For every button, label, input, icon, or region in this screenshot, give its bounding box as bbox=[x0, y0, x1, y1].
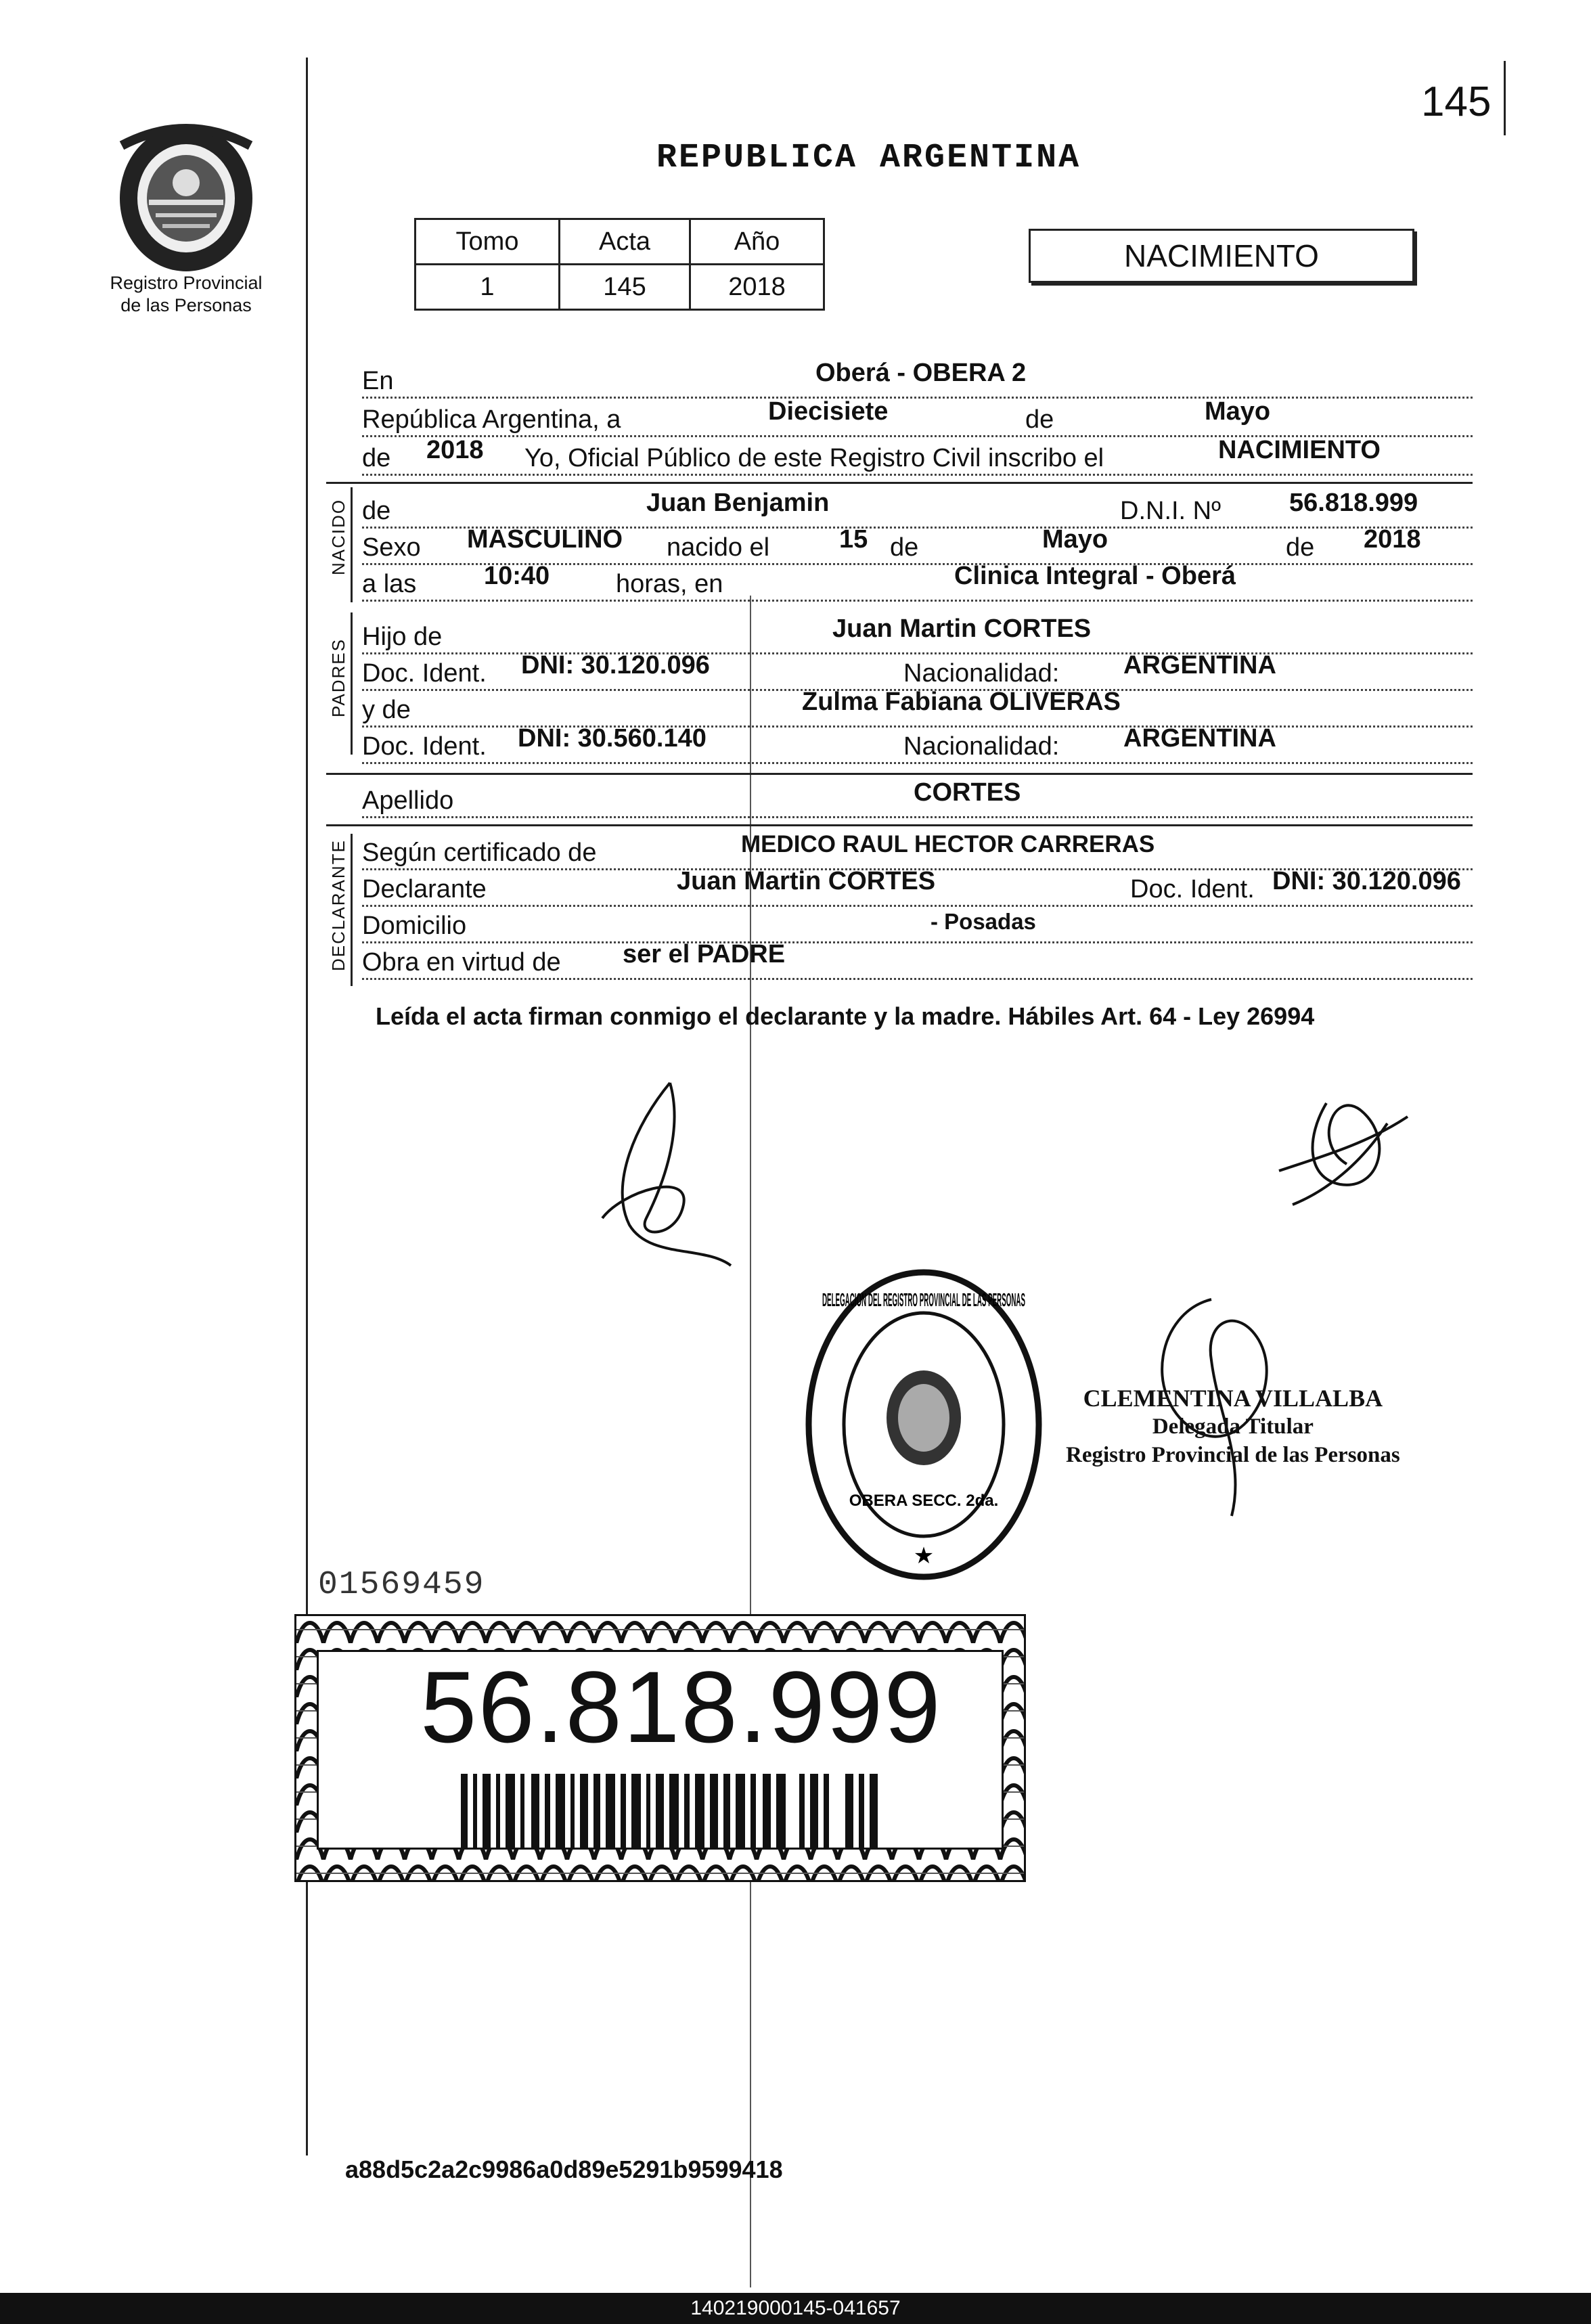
document-hash: a88d5c2a2c9986a0d89e5291b9599418 bbox=[345, 2155, 783, 2183]
stamp-star-icon: ★ bbox=[913, 1542, 935, 1569]
value-sexo: MASCULINO bbox=[467, 525, 623, 554]
nacido-side-label: NACIDO bbox=[328, 498, 349, 575]
logo-caption bbox=[81, 272, 291, 317]
registry-header-row bbox=[416, 219, 824, 265]
label-nacido-de3: de bbox=[1286, 533, 1315, 562]
value-birth-day: 15 bbox=[839, 525, 868, 554]
dni-card-number: 56.818.999 bbox=[420, 1650, 942, 1764]
dni-security-label bbox=[294, 1614, 1026, 1882]
value-father-name: Juan Martin CORTES bbox=[832, 614, 1092, 643]
value-declarante-dni: DNI: 30.120.096 bbox=[1272, 867, 1461, 895]
declarante-side-label: DECLARANTE bbox=[328, 839, 349, 971]
stamp-ring-text: DELEGACION DEL REGISTRO PROVINCIAL DE LAS PERSONAS bbox=[822, 1289, 1025, 1310]
declarante-bracket bbox=[351, 834, 353, 986]
barcode bbox=[461, 1774, 894, 1848]
registry-header-tomo: Tomo bbox=[416, 219, 560, 265]
label-en: En bbox=[362, 367, 394, 395]
label-nacido-de2: de bbox=[890, 533, 919, 562]
row-declarante bbox=[362, 867, 1473, 907]
registry-value-acta: 145 bbox=[560, 265, 690, 310]
right-margin-tick bbox=[1504, 61, 1506, 135]
closing-note: Leída el acta firman conmigo el declarante y la madre. Hábiles Art. 64 - Ley 26994 bbox=[376, 1002, 1315, 1030]
value-month: Mayo bbox=[1205, 397, 1271, 426]
row-en bbox=[362, 359, 1473, 399]
label-nacido-el: nacido el bbox=[667, 533, 770, 562]
footer-code: 140219000145-041657 bbox=[0, 2293, 1591, 2324]
row-domicilio bbox=[362, 910, 1473, 943]
value-child-name: Juan Benjamin bbox=[646, 489, 830, 517]
value-obra: ser el PADRE bbox=[623, 940, 786, 968]
label-sexo: Sexo bbox=[362, 533, 421, 562]
act-type-box: NACIMIENTO bbox=[1029, 229, 1414, 283]
label-hijo: Hijo de bbox=[362, 623, 443, 651]
official-text: Yo, Oficial Público de este Registro Civil inscribo el bbox=[524, 444, 1104, 472]
label-horas: horas, en bbox=[616, 570, 723, 598]
official-office: Registro Provincial de las Personas bbox=[1066, 1443, 1400, 1467]
row-obra bbox=[362, 940, 1473, 980]
section-divider bbox=[326, 482, 1473, 484]
label-father-doc: Doc. Ident. bbox=[362, 659, 487, 688]
row-year-official bbox=[362, 436, 1473, 476]
official-name: CLEMENTINA VILLALBA bbox=[1083, 1385, 1383, 1412]
registry-header-acta: Acta bbox=[560, 219, 690, 265]
label-alas: a las bbox=[362, 570, 417, 598]
value-birth-month: Mayo bbox=[1042, 525, 1108, 554]
official-role: Delegada Titular bbox=[1152, 1414, 1314, 1439]
value-day: Diecisiete bbox=[768, 397, 889, 426]
padres-side-label: PADRES bbox=[328, 638, 349, 717]
label-certificado: Según certificado de bbox=[362, 839, 597, 867]
value-birth-year: 2018 bbox=[1364, 525, 1421, 554]
value-mother-nat: ARGENTINA bbox=[1123, 724, 1276, 753]
label-nacido-de: de bbox=[362, 497, 391, 525]
section-divider-3 bbox=[326, 824, 1473, 826]
registry-value-anio: 2018 bbox=[690, 265, 824, 310]
provincial-seal-logo bbox=[108, 118, 264, 274]
value-inscribe: NACIMIENTO bbox=[1218, 436, 1381, 464]
value-apellido: CORTES bbox=[914, 778, 1021, 807]
label-apellido: Apellido bbox=[362, 786, 454, 815]
value-mother-name: Zulma Fabiana OLIVERAS bbox=[802, 688, 1121, 716]
label-obra: Obra en virtud de bbox=[362, 948, 561, 977]
value-declarante: Juan Martin CORTES bbox=[677, 867, 936, 895]
label-mother-nat: Nacionalidad: bbox=[903, 732, 1060, 761]
value-year: 2018 bbox=[426, 436, 484, 464]
nacido-bracket bbox=[351, 487, 353, 602]
declarant-signature bbox=[582, 1069, 744, 1272]
label-dni: D.N.I. Nº bbox=[1120, 497, 1221, 525]
value-father-nat: ARGENTINA bbox=[1123, 651, 1276, 679]
padres-bracket bbox=[351, 612, 353, 755]
logo-caption-line1: Registro Provincial bbox=[110, 273, 263, 293]
document-title: REPUBLICA ARGENTINA bbox=[656, 139, 1081, 177]
label-de-month: de bbox=[1025, 405, 1054, 434]
value-domicilio: - Posadas bbox=[931, 909, 1036, 934]
row-republica bbox=[362, 397, 1473, 437]
label-year-prefix: de bbox=[362, 444, 391, 472]
value-certificado: MEDICO RAUL HECTOR CARRERAS bbox=[741, 831, 1155, 857]
label-declarante-doc: Doc. Ident. bbox=[1130, 875, 1255, 903]
section-divider-2 bbox=[326, 773, 1473, 775]
registry-value-tomo: 1 bbox=[416, 265, 560, 310]
label-domicilio: Domicilio bbox=[362, 912, 467, 940]
mother-signature bbox=[1265, 1076, 1421, 1232]
row-apellido bbox=[362, 778, 1473, 818]
page-number: 145 bbox=[1421, 79, 1492, 125]
dni-inner-panel bbox=[317, 1650, 1004, 1850]
registry-value-row bbox=[416, 265, 824, 310]
stamp-inner-text: OBERA SECC. 2da. bbox=[849, 1492, 999, 1510]
official-name-block bbox=[1066, 1384, 1400, 1469]
delegation-stamp bbox=[802, 1266, 1046, 1584]
value-birth-place: Clinica Integral - Oberá bbox=[954, 562, 1236, 590]
logo-caption-line2: de las Personas bbox=[120, 295, 252, 315]
label-mother-doc: Doc. Ident. bbox=[362, 732, 487, 761]
value-en: Oberá - OBERA 2 bbox=[815, 359, 1027, 387]
serial-number: 01569459 bbox=[318, 1567, 485, 1603]
value-father-dni: DNI: 30.120.096 bbox=[521, 651, 710, 679]
value-time: 10:40 bbox=[484, 562, 550, 590]
label-republica: República Argentina, a bbox=[362, 405, 621, 434]
label-yde: y de bbox=[362, 696, 411, 724]
registry-header-anio: Año bbox=[690, 219, 824, 265]
row-mother-doc bbox=[362, 724, 1473, 764]
value-child-dni: 56.818.999 bbox=[1289, 489, 1418, 517]
registry-table bbox=[414, 218, 825, 311]
label-declarante: Declarante bbox=[362, 875, 487, 903]
label-father-nat: Nacionalidad: bbox=[903, 659, 1060, 688]
value-mother-dni: DNI: 30.560.140 bbox=[518, 724, 707, 753]
row-nacido-time bbox=[362, 562, 1473, 602]
